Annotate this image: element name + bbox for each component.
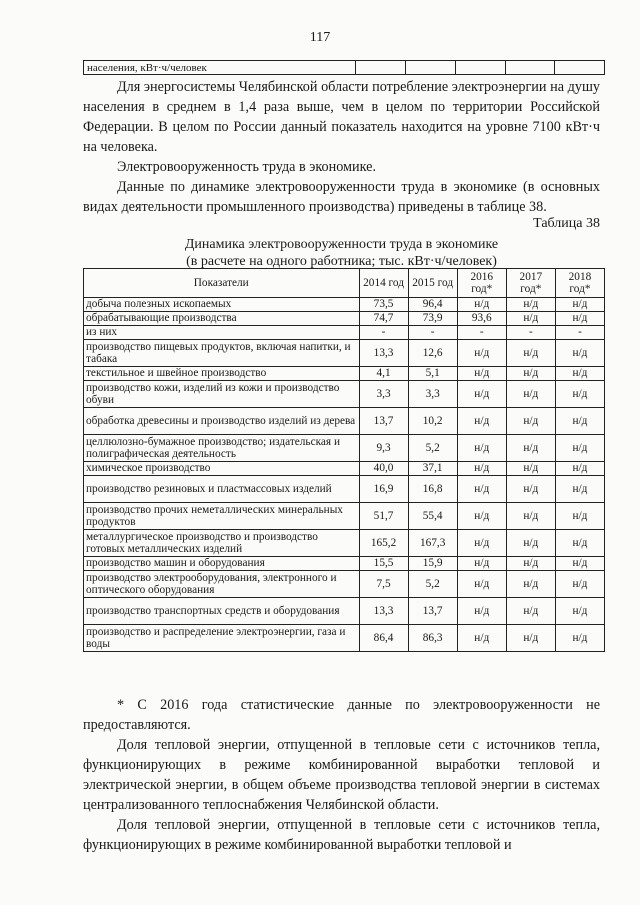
table-cell: 167,3 (408, 530, 457, 557)
table-cell (505, 61, 555, 75)
column-header: 2018 год* (555, 269, 604, 298)
table-cell: 3,3 (408, 381, 457, 408)
row-label: производство электрооборудования, электронного и оптического оборудования (84, 571, 360, 598)
table-row (84, 381, 605, 408)
table-title-line: Динамика электровооруженности труда в экономике (184, 237, 499, 252)
previous-table-fragment (83, 60, 605, 75)
table-cell: н/д (457, 381, 506, 408)
table-cell: н/д (555, 312, 604, 326)
table-row (84, 530, 605, 557)
table-row (84, 476, 605, 503)
footnote: * С 2016 года статистические данные по электровооруженности не предоставляются. (83, 697, 600, 733)
row-label: химическое производство (84, 462, 360, 476)
paragraph: Доля тепловой энергии, отпущенной в тепловые сети с источников тепла, функционирующих в режиме комбинированной выработки тепловой и (83, 817, 600, 853)
table-cell: н/д (555, 557, 604, 571)
table-row (84, 367, 605, 381)
table-cell: н/д (555, 571, 604, 598)
row-label: обработка древесины и производство изделий из дерева (84, 408, 360, 435)
table-row (84, 435, 605, 462)
table-cell: - (506, 326, 555, 340)
column-header: Показатели (84, 269, 360, 298)
table-row (84, 408, 605, 435)
table-cell: населения, кВт·ч/человек (84, 61, 356, 75)
table-title (83, 236, 600, 270)
table-cell: н/д (555, 476, 604, 503)
table-cell: н/д (457, 503, 506, 530)
table-cell: 73,5 (359, 298, 408, 312)
table-cell: н/д (457, 571, 506, 598)
table-row (84, 625, 605, 652)
column-header: 2016 год* (457, 269, 506, 298)
paragraph: Электровооруженность труда в экономике. (117, 159, 376, 175)
table-cell: н/д (506, 340, 555, 367)
table-cell (356, 61, 406, 75)
table-row (84, 61, 605, 75)
table-cell: н/д (506, 598, 555, 625)
table-cell: - (555, 326, 604, 340)
closing-text (83, 695, 600, 855)
table-cell: н/д (555, 408, 604, 435)
table-row (84, 340, 605, 367)
table-cell: 12,6 (408, 340, 457, 367)
row-label: обрабатывающие производства (84, 312, 360, 326)
table-cell: н/д (506, 571, 555, 598)
table-cell: н/д (506, 503, 555, 530)
row-label: из них (84, 326, 360, 340)
table-cell: 16,8 (408, 476, 457, 503)
paragraph: Данные по динамике электровооруженности труда в экономике (в основных видах деятельности промышленного производства) приведены в таблице 38. (83, 179, 600, 215)
table-cell: н/д (555, 598, 604, 625)
row-label: производство и распределение электроэнергии, газа и воды (84, 625, 360, 652)
table-cell: 13,3 (359, 598, 408, 625)
table-cell: н/д (506, 435, 555, 462)
table-cell: 86,3 (408, 625, 457, 652)
table-cell: - (408, 326, 457, 340)
table-cell: 15,9 (408, 557, 457, 571)
table-cell: н/д (457, 408, 506, 435)
table-cell: н/д (457, 367, 506, 381)
page-number: 117 (309, 30, 331, 45)
table-cell: н/д (506, 408, 555, 435)
row-label: производство транспортных средств и оборудования (84, 598, 360, 625)
row-label: целлюлозно-бумажное производство; издательская и полиграфическая деятельность (84, 435, 360, 462)
table-cell (455, 61, 505, 75)
table-cell: - (359, 326, 408, 340)
table-cell: 51,7 (359, 503, 408, 530)
table-cell: н/д (457, 530, 506, 557)
row-label: производство машин и оборудования (84, 557, 360, 571)
table-cell: 9,3 (359, 435, 408, 462)
table-cell: н/д (506, 625, 555, 652)
electro-equipment-table (83, 268, 605, 652)
table-cell: н/д (555, 367, 604, 381)
table-cell: н/д (555, 340, 604, 367)
table-cell: н/д (555, 530, 604, 557)
table-cell: 40,0 (359, 462, 408, 476)
table-cell: 86,4 (359, 625, 408, 652)
row-label: металлургическое производство и производство готовых металлических изделий (84, 530, 360, 557)
table-cell: н/д (506, 298, 555, 312)
table-cell: 10,2 (408, 408, 457, 435)
table-cell (555, 61, 605, 75)
table-caption: Таблица 38 (533, 216, 600, 231)
row-label: производство пищевых продуктов, включая напитки, и табака (84, 340, 360, 367)
table-cell: 16,9 (359, 476, 408, 503)
table-cell (406, 61, 456, 75)
table-cell: н/д (506, 312, 555, 326)
table-row (84, 312, 605, 326)
table-cell: 4,1 (359, 367, 408, 381)
column-header: 2017 год* (506, 269, 555, 298)
row-label: текстильное и швейное производство (84, 367, 360, 381)
table-cell: н/д (506, 530, 555, 557)
table-row (84, 326, 605, 340)
table-cell: н/д (555, 462, 604, 476)
intro-text (83, 77, 600, 217)
table-header-row (84, 269, 605, 298)
table-cell: н/д (457, 298, 506, 312)
table-cell: н/д (506, 557, 555, 571)
row-label: производство прочих неметаллических минеральных продуктов (84, 503, 360, 530)
table-cell: 3,3 (359, 381, 408, 408)
table-cell: 93,6 (457, 312, 506, 326)
paragraph: Для энергосистемы Челябинской области потребление электроэнергии на душу населения в среднем в 1,4 раза выше, чем в целом по территории Российской Федерации. В целом по России данный показатель находится на уровне 7100 кВт·ч на человека. (83, 79, 600, 155)
table-cell: н/д (555, 298, 604, 312)
table-cell: 13,7 (359, 408, 408, 435)
table-cell: н/д (457, 598, 506, 625)
table-cell: 13,7 (408, 598, 457, 625)
table-cell: 96,4 (408, 298, 457, 312)
table-cell: 5,2 (408, 435, 457, 462)
paragraph: Доля тепловой энергии, отпущенной в тепловые сети с источников тепла, функционирующих в режиме комбинированной выработки тепловой и электрической энергии, в общем объеме производства тепловой энергии в системах централизованного теплоснабжения Челябинской области. (83, 737, 600, 813)
table-cell: н/д (457, 462, 506, 476)
table-cell: н/д (457, 557, 506, 571)
column-header: 2014 год (359, 269, 408, 298)
table-cell: 5,1 (408, 367, 457, 381)
table-cell: н/д (506, 381, 555, 408)
table-cell: н/д (555, 503, 604, 530)
table-cell: 165,2 (359, 530, 408, 557)
table-row (84, 571, 605, 598)
table-cell: - (457, 326, 506, 340)
table-cell: 7,5 (359, 571, 408, 598)
table-body (84, 298, 605, 652)
table-cell: н/д (506, 367, 555, 381)
table-row (84, 598, 605, 625)
table-cell: 13,3 (359, 340, 408, 367)
table-cell: н/д (506, 476, 555, 503)
table-cell: 74,7 (359, 312, 408, 326)
table-cell: 55,4 (408, 503, 457, 530)
table-cell: н/д (506, 462, 555, 476)
table-row (84, 298, 605, 312)
table-cell: н/д (457, 476, 506, 503)
column-header: 2015 год (408, 269, 457, 298)
table-cell: н/д (457, 340, 506, 367)
table-cell: 73,9 (408, 312, 457, 326)
row-label: производство резиновых и пластмассовых изделий (84, 476, 360, 503)
table-cell: 5,2 (408, 571, 457, 598)
table-cell: 15,5 (359, 557, 408, 571)
table-cell: н/д (555, 381, 604, 408)
table-cell: н/д (555, 435, 604, 462)
row-label: добыча полезных ископаемых (84, 298, 360, 312)
table-subtitle-line: (в расчете на одного работника; тыс. кВт·ч/человек) (186, 254, 497, 269)
table-row (84, 462, 605, 476)
row-label: производство кожи, изделий из кожи и производство обуви (84, 381, 360, 408)
table-row (84, 557, 605, 571)
table-row (84, 503, 605, 530)
table-cell: н/д (457, 625, 506, 652)
table-cell: н/д (457, 435, 506, 462)
table-cell: н/д (555, 625, 604, 652)
table-cell: 37,1 (408, 462, 457, 476)
